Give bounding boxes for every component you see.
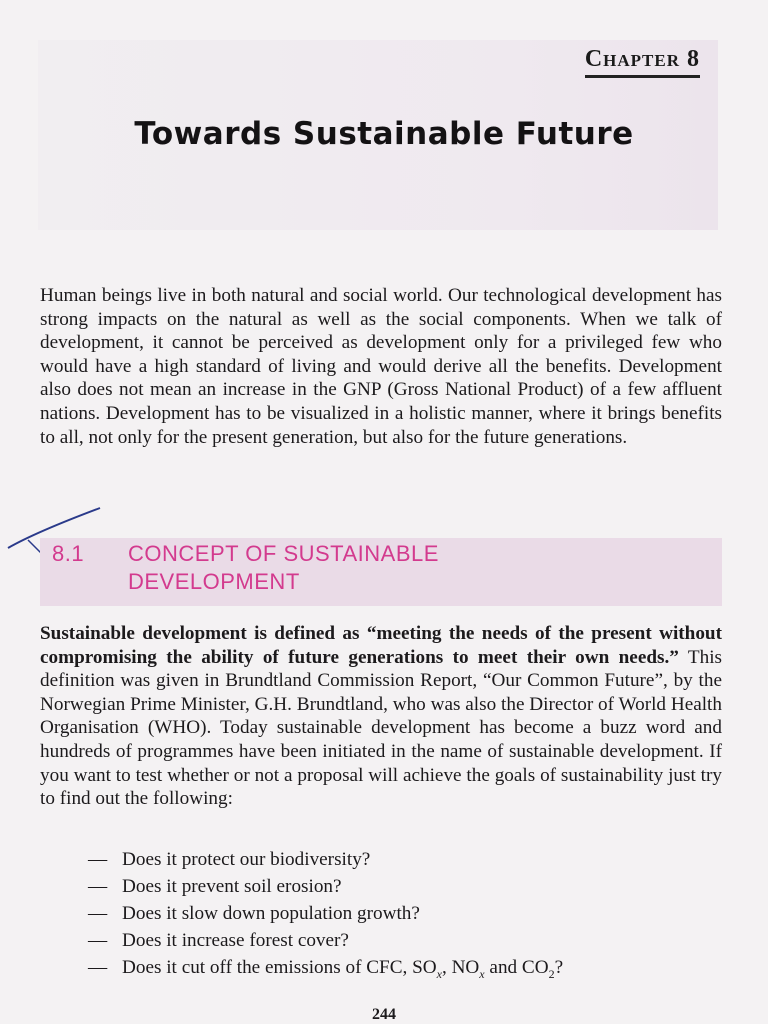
question-text: , NO: [441, 957, 480, 978]
question-text: Does it increase forest cover?: [122, 930, 349, 951]
question-text: Does it prevent soil erosion?: [122, 876, 342, 897]
list-item: [88, 873, 563, 900]
question-text: Does it cut off the emissions of CFC, SO: [122, 957, 437, 978]
list-item: [88, 927, 563, 954]
subscript-x: x: [436, 966, 442, 981]
list-dash: —: [88, 849, 108, 870]
list-item: [88, 900, 563, 927]
question-text: Does it slow down population growth?: [122, 903, 420, 924]
list-item: [88, 954, 563, 988]
list-dash: —: [88, 903, 108, 924]
subscript-x: x: [479, 966, 485, 981]
intro-paragraph: Human beings live in both natural and social world. Our technological development has strong impacts on the natural as well as the social components. When we talk of development, it cannot be perceived as development only for a privileged few who would have a high standard of living and would derive all the benefits. Development also does not mean an increase in the GNP (Gross National Product) of a few affluent nations. Development has to be visualized in a holistic manner, where it brings benefits to all, not only for the present generation, but also for the future generations.: [40, 285, 722, 448]
section-number: 8.1: [52, 541, 85, 566]
question-list: [88, 846, 563, 988]
question-text: and CO: [484, 957, 549, 978]
definition-bold-text: Sustainable development is defined as “meeting the needs of the present without compromising the ability of future generations to meet their own needs.”: [40, 623, 722, 668]
chapter-title: Towards Sustainable Future: [134, 116, 634, 152]
list-item: [88, 846, 563, 873]
list-dash: —: [88, 957, 108, 978]
section-title-line2: DEVELOPMENT: [128, 569, 300, 594]
section-heading: [52, 540, 439, 596]
subscript-2: 2: [548, 966, 555, 981]
list-dash: —: [88, 930, 108, 951]
definition-rest-text: This definition was given in Brundtland Commission Report, “Our Common Future”, by the Norwegian Prime Minister, G.H. Brundtland, who was also the Director of World Health Organisation (WHO). Today sustainable development has become a buzz word and hundreds of programmes have been initiated in the name of sustainable development. If you want to test whether or not a proposal will achieve the goals of sustainability just try to find out the following:: [40, 646, 722, 810]
page-number: 244: [372, 1006, 396, 1023]
question-text: Does it protect our biodiversity?: [122, 849, 371, 870]
list-dash: —: [88, 876, 108, 897]
chapter-label: Chapter 8: [585, 46, 700, 78]
definition-paragraph: [40, 622, 722, 811]
question-text: ?: [554, 957, 564, 978]
section-title-line1: CONCEPT OF SUSTAINABLE: [128, 541, 439, 566]
